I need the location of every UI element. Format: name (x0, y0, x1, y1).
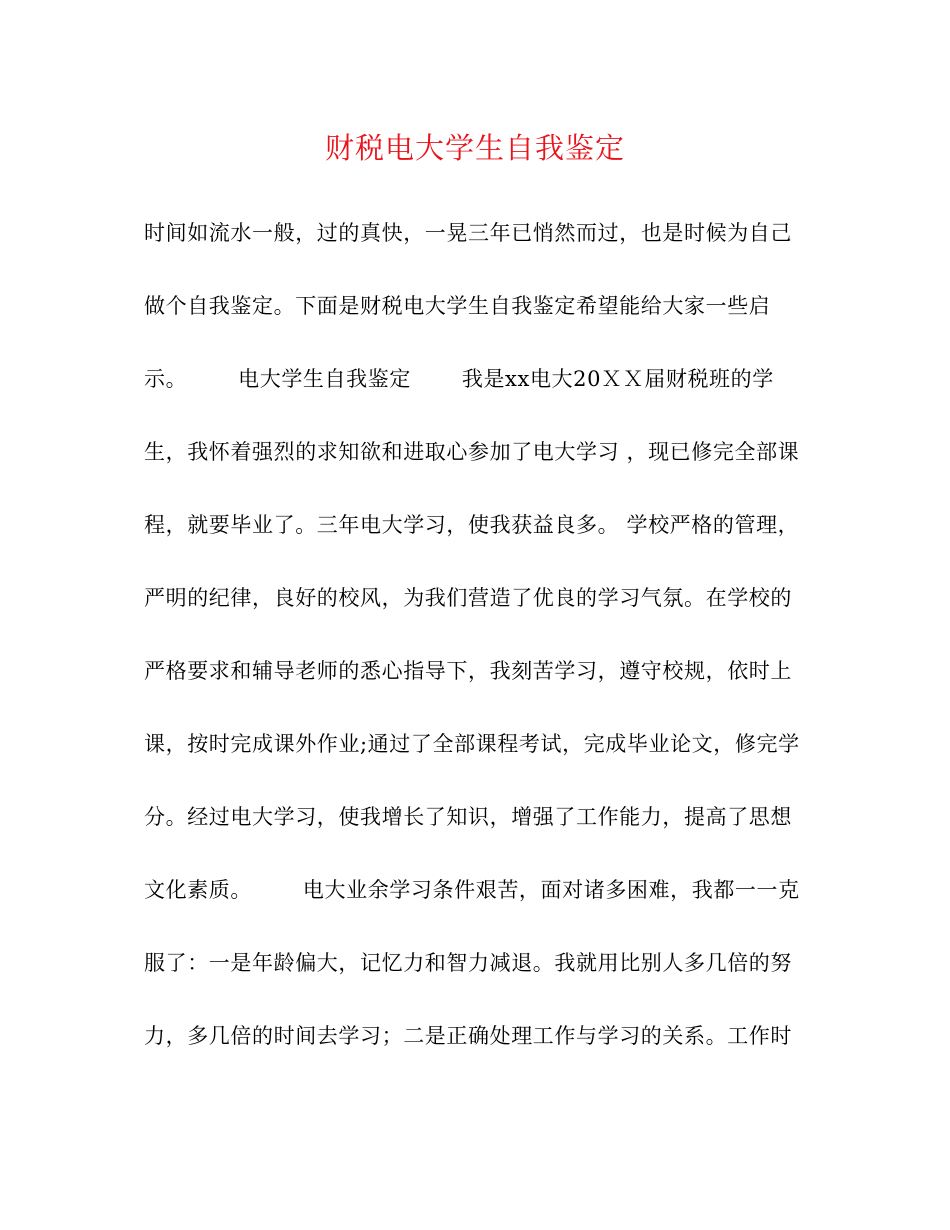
body-line: 文化素质。 电大业余学习条件艰苦，面对诸多困难，我都一一克 (144, 878, 800, 902)
body-line: 服了：一是年龄偏大，记忆力和智力减退。我就用比别人多几倍的努 (144, 951, 792, 975)
document-body (144, 208, 824, 1084)
body-line: 生，我怀着强烈的求知欲和进取心参加了电大学习 ，现已修完全部课 (144, 440, 800, 464)
body-line: 时间如流水一般，过的真快，一晃三年已悄然而过，也是时候为自己 (144, 221, 792, 245)
body-line: 课，按时完成课外作业;通过了全部课程考试，完成毕业论文，修完学 (144, 732, 800, 756)
body-line: 程，就要毕业了。三年电大学习，使我获益良多。 学校严格的管理， (144, 513, 800, 537)
body-line: 示。 电大学生自我鉴定 我是xx电大20ＸＸ届财税班的学 (144, 367, 774, 391)
document-title: 财税电大学生自我鉴定 (324, 131, 625, 165)
body-line: 做个自我鉴定。下面是财税电大学生自我鉴定希望能给大家一些启 (144, 294, 771, 318)
body-line: 力，多几倍的时间去学习；二是正确处理工作与学习的关系。工作时 (144, 1024, 792, 1048)
body-line: 严明的纪律，良好的校风，为我们营造了优良的学习气氛。在学校的 (144, 586, 792, 610)
body-line: 分。经过电大学习，使我增长了知识，增强了工作能力，提高了思想 (144, 805, 792, 829)
body-line: 严格要求和辅导老师的悉心指导下，我刻苦学习，遵守校规，依时上 (144, 659, 792, 683)
